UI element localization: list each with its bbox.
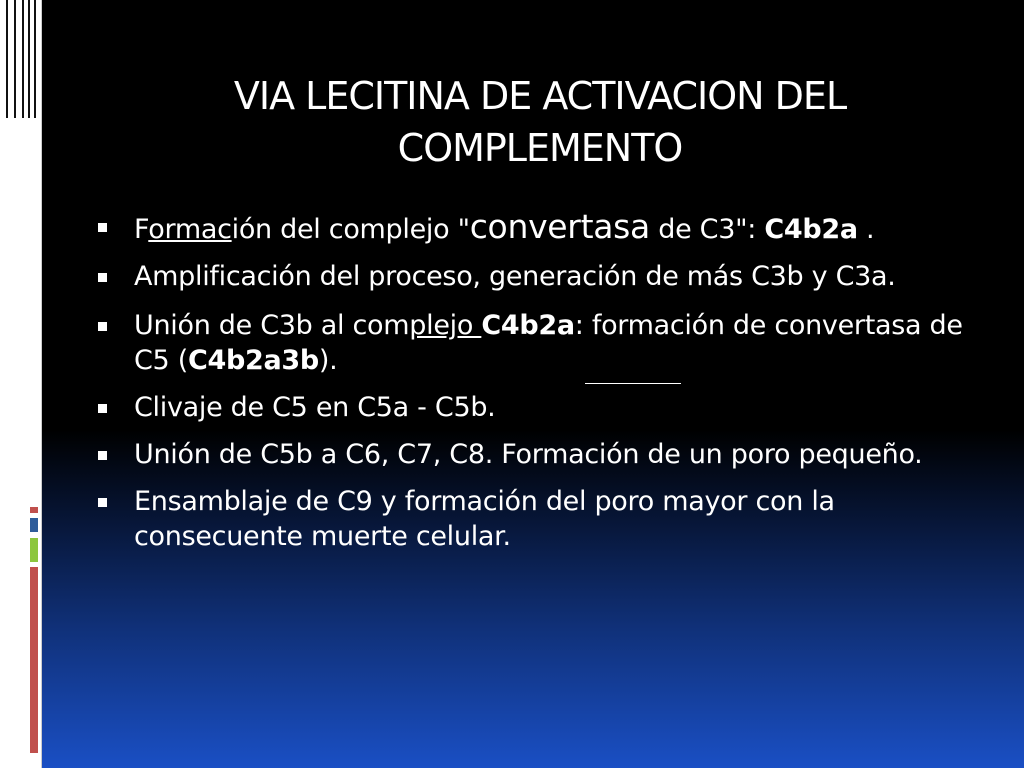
- slide-title: [90, 70, 990, 174]
- accent-bar-blue: [30, 518, 38, 532]
- bullet-marker: [98, 223, 107, 232]
- top-tick-4: [28, 0, 30, 118]
- bullet-text: Amplificación del proceso, generación de más C3b y C3a.: [134, 261, 896, 292]
- bullet-marker: [98, 273, 107, 282]
- bullet-text-bold: C4b2a: [481, 310, 575, 341]
- bullet-text-bold: C4b2a3b: [187, 345, 319, 376]
- bullet-item-1: [96, 209, 976, 247]
- bullet-item-3: [96, 308, 976, 378]
- bullet-item-6: [96, 484, 976, 554]
- top-tick-3: [22, 0, 24, 118]
- bullet-marker: [98, 451, 107, 460]
- bullet-marker: [98, 498, 107, 507]
- title-line-2: COMPLEMENTO: [397, 126, 683, 170]
- bullet-marker: [98, 322, 107, 331]
- bullet-text: F: [134, 214, 149, 245]
- bullet-item-4: [96, 390, 976, 425]
- bullet-text: de C3":: [649, 214, 765, 245]
- bullet-item-5: [96, 437, 976, 472]
- bullet-text-bold: C4b2a: [764, 214, 858, 245]
- bullet-text-underlined: ormac: [148, 214, 232, 245]
- bullet-list: [96, 209, 976, 566]
- bullet-text: Clivaje de C5 en C5a - C5b.: [134, 392, 496, 423]
- title-line-1: VIA LECITINA DE ACTIVACION DEL: [233, 74, 847, 118]
- bullet-text: Ensamblaje de C9 y formación del poro mayor con la consecuente muerte celular.: [134, 486, 835, 552]
- bullet-text: Unión de C5b a C6, C7, C8. Formación de un poro pequeño.: [134, 439, 923, 470]
- bullet-item-2: [96, 259, 976, 294]
- top-tick-5: [34, 0, 36, 118]
- top-tick-1: [6, 0, 8, 118]
- accent-bar-green: [30, 538, 38, 562]
- bullet-text: Unión de C3b al com: [134, 310, 410, 341]
- bullet-text-underlined: plejo: [409, 310, 482, 341]
- bullet-text: ión del complejo ": [231, 214, 470, 245]
- bullet-text: ).: [318, 345, 338, 376]
- accent-bar-red-small: [30, 507, 38, 513]
- top-tick-2: [14, 0, 16, 118]
- bullet-text-large: convertasa: [469, 207, 650, 246]
- underline-artifact: [585, 383, 681, 384]
- bullet-text: .: [857, 214, 875, 245]
- bullet-text: : formación de convertasa de C5 (: [134, 310, 963, 376]
- accent-bar-red: [30, 567, 38, 753]
- left-divider: [41, 0, 42, 768]
- bullet-marker: [98, 404, 107, 413]
